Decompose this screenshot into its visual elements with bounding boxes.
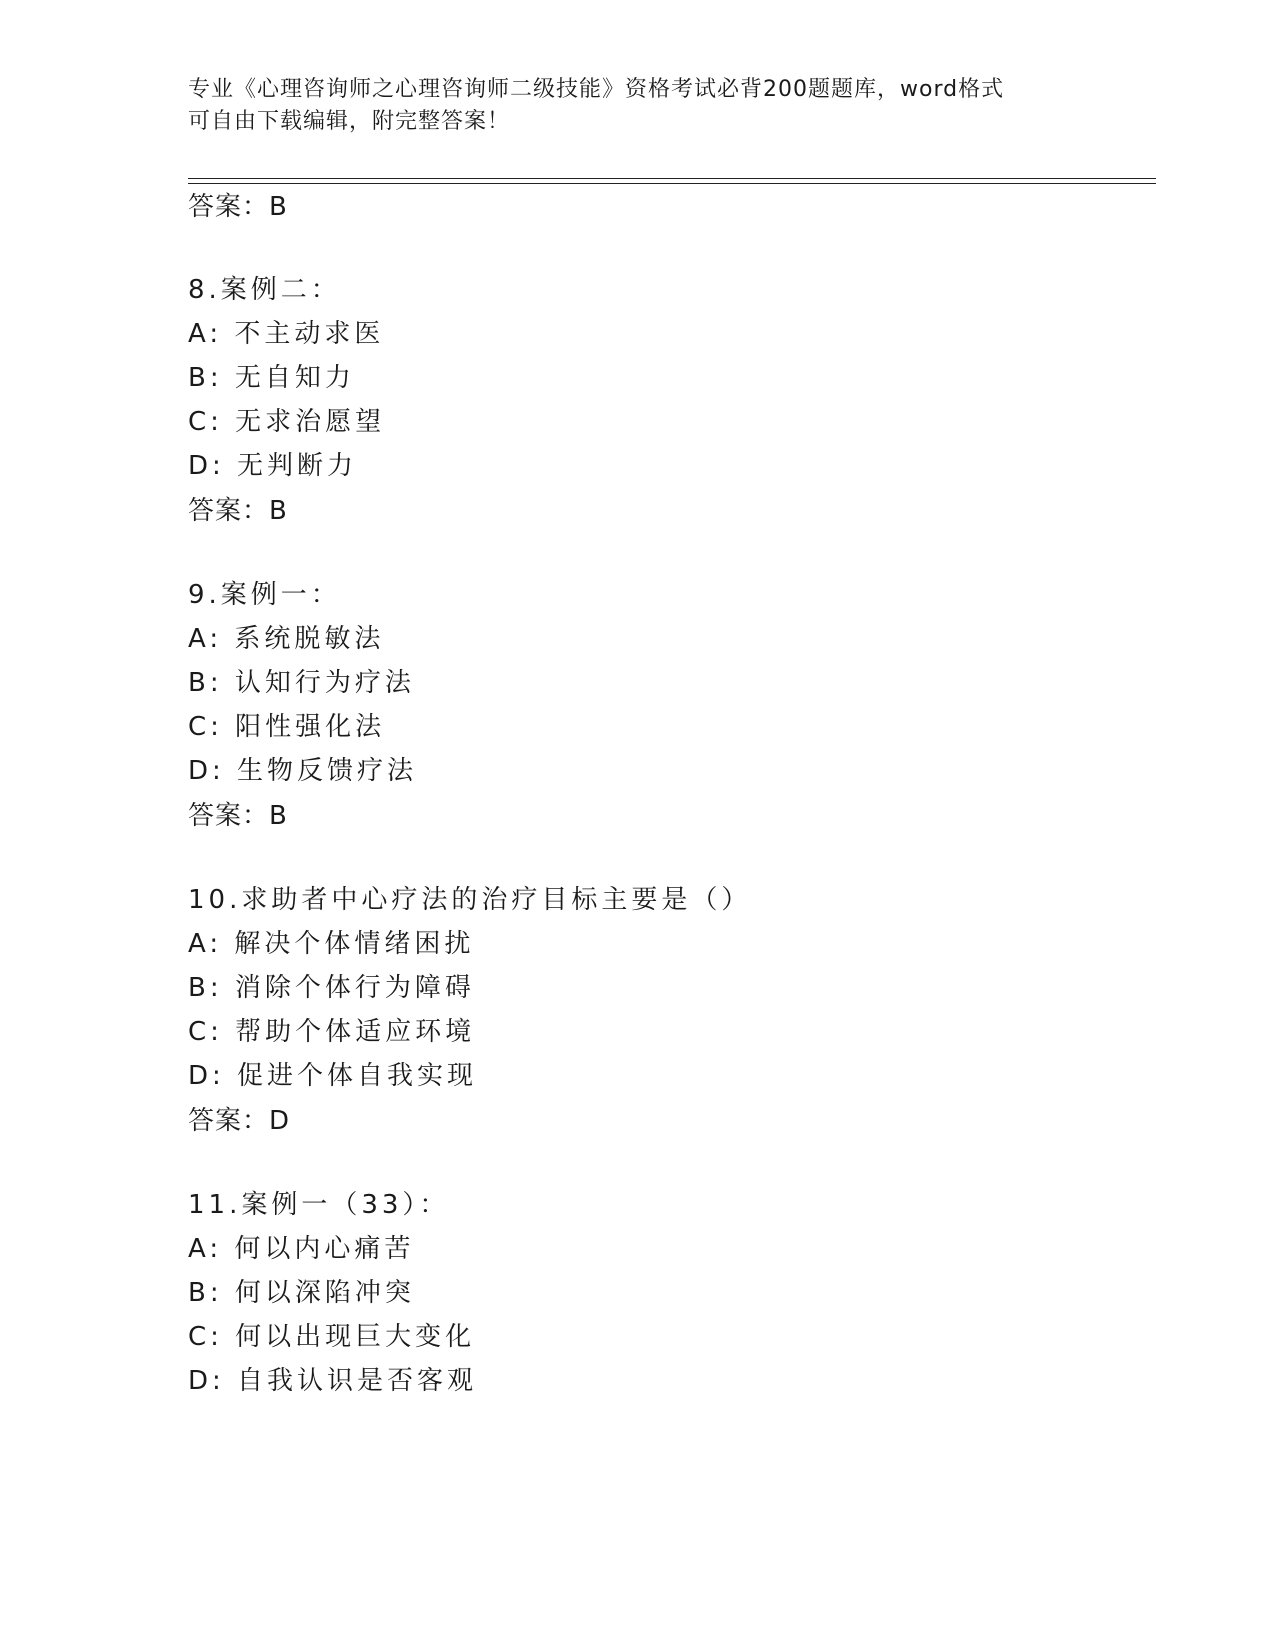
option-a: A: 何以内心痛苦	[188, 1234, 415, 1264]
option-b: B: 何以深陷冲突	[188, 1278, 415, 1308]
question-stem: 10.求助者中心疗法的治疗目标主要是（）	[188, 885, 752, 915]
option-b: B: 认知行为疗法	[188, 668, 415, 698]
option-b: B: 消除个体行为障碍	[188, 973, 475, 1003]
option-a: A: 不主动求医	[188, 319, 385, 349]
option-b: B: 无自知力	[188, 363, 355, 393]
document-header	[188, 74, 1088, 138]
option-c: C: 无求治愿望	[188, 407, 386, 437]
option-a: A: 解决个体情绪困扰	[188, 929, 475, 959]
option-d: D: 促进个体自我实现	[188, 1061, 478, 1091]
answer-line: 答案：D	[188, 1106, 291, 1136]
question-stem: 8.案例二：	[188, 275, 341, 305]
header-line-2: 可自由下载编辑，附完整答案！	[188, 109, 511, 134]
header-rule-bottom	[188, 183, 1156, 184]
option-c: C: 何以出现巨大变化	[188, 1322, 476, 1352]
option-c: C: 阳性强化法	[188, 712, 386, 742]
option-d: D: 无判断力	[188, 451, 358, 481]
option-d: D: 生物反馈疗法	[188, 756, 418, 786]
question-stem: 11.案例一（33）：	[188, 1190, 450, 1220]
question-stem: 9.案例一：	[188, 580, 341, 610]
answer-line: 答案：B	[188, 496, 288, 526]
option-c: C: 帮助个体适应环境	[188, 1017, 476, 1047]
answer-line: 答案：B	[188, 192, 288, 222]
option-d: D: 自我认识是否客观	[188, 1366, 478, 1396]
option-a: A: 系统脱敏法	[188, 624, 385, 654]
header-rule-top	[188, 178, 1156, 179]
header-line-1: 专业《心理咨询师之心理咨询师二级技能》资格考试必背200题题库，word格式	[188, 77, 1005, 102]
answer-line: 答案：B	[188, 801, 288, 831]
